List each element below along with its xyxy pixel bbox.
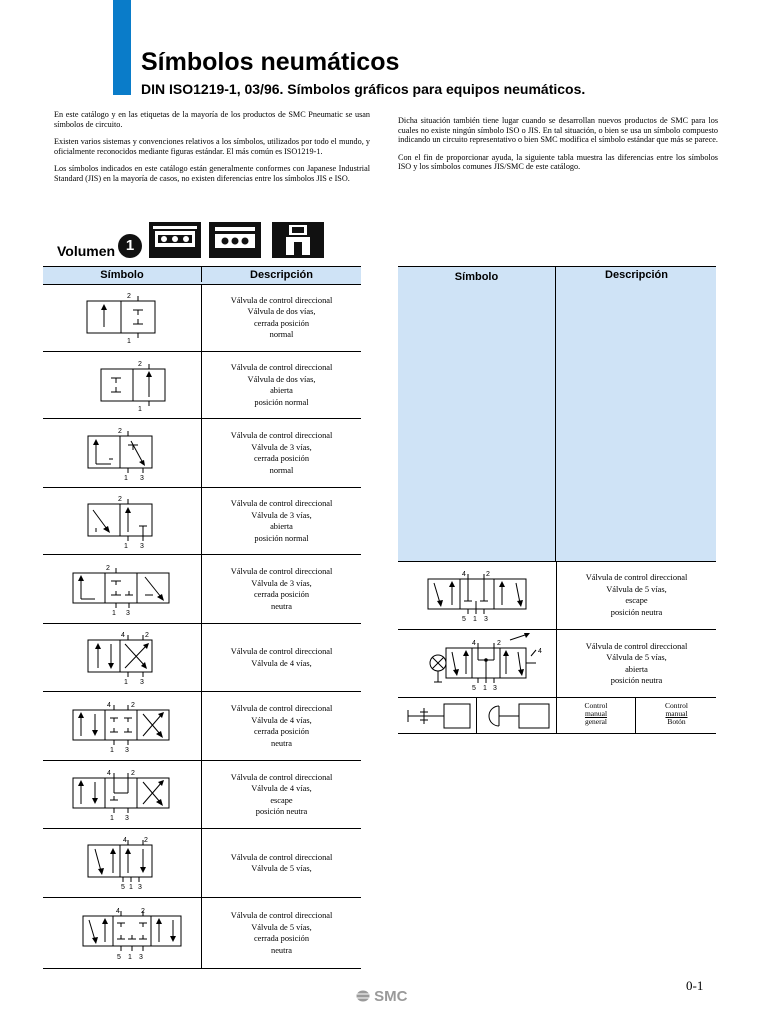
valve-4-way-exhaust-neutral-symbol (43, 761, 202, 828)
left-header-symbol: Símbolo (43, 267, 202, 282)
row-description: Válvula de control direccional Válvula de 3 vías, cerrada posición neutra (230, 567, 333, 611)
valve-2-way-open-symbol (43, 352, 202, 418)
valve-5-way-symbol (43, 829, 202, 897)
svg-text:2: 2 (106, 565, 110, 572)
svg-text:4: 4 (116, 908, 120, 915)
svg-text:2: 2 (145, 632, 149, 639)
right-intro-text (398, 116, 718, 180)
svg-text:4: 4 (472, 640, 476, 647)
svg-text:4: 4 (107, 702, 111, 709)
cylinder-icon (272, 222, 324, 258)
table-row (43, 352, 361, 419)
svg-text:4: 4 (538, 648, 542, 655)
table-row (43, 284, 361, 352)
svg-text:2: 2 (138, 361, 142, 368)
right-symbol-table (398, 266, 716, 734)
page-subtitle: DIN ISO1219-1, 03/96. Símbolos gráficos para equipos neumáticos. (141, 81, 586, 97)
left-symbol-table (43, 266, 361, 968)
row-description: Válvula de control direccional Válvula de dos vías, cerrada posición normal (230, 295, 333, 339)
page-number: 0-1 (686, 978, 704, 993)
svg-text:3: 3 (140, 679, 144, 686)
svg-text:2: 2 (144, 837, 148, 844)
table-row (43, 555, 361, 624)
page-title: Símbolos neumáticos (141, 48, 400, 76)
valve-3-way-open-symbol (43, 488, 202, 554)
intro-paragraph-2: Existen varios sistemas y convenciones relativos a los símbolos, utilizados por todo el mundo, y oficialmente reconocidos mediante figuras estándar. El más común es ISO1219-1. (54, 137, 370, 156)
svg-text:2: 2 (118, 496, 122, 503)
right-table-header (398, 266, 716, 562)
table-row (398, 561, 716, 630)
table-row (398, 698, 716, 734)
svg-text:5: 5 (117, 954, 121, 961)
valve-5-way-closed-neutral-symbol (43, 898, 202, 968)
valve-4-way-closed-neutral-symbol (43, 692, 202, 760)
svg-text:4: 4 (462, 571, 466, 578)
svg-text:1: 1 (473, 616, 477, 623)
svg-text:1: 1 (138, 406, 142, 413)
row-description: Válvula de control direccional Válvula de 5 vías, (230, 852, 333, 873)
svg-text:2: 2 (127, 293, 131, 300)
svg-text:5: 5 (472, 685, 476, 692)
row-description: Válvula de control direccional Válvula de dos vías, abierta posición normal (230, 363, 333, 407)
svg-text:2: 2 (497, 640, 501, 647)
svg-text:3: 3 (138, 884, 142, 891)
left-header-description: Descripción (250, 269, 313, 281)
svg-text:1: 1 (124, 543, 128, 550)
svg-text:5: 5 (121, 884, 125, 891)
valve-5-way-open-neutral-symbol (398, 630, 557, 697)
svg-text:2: 2 (141, 908, 145, 915)
svg-text:3: 3 (140, 543, 144, 550)
volume-label: Volumen (57, 243, 116, 259)
svg-text:3: 3 (139, 954, 143, 961)
svg-text:1: 1 (128, 954, 132, 961)
valve-5-way-exhaust-neutral-symbol (398, 561, 557, 629)
valve-manifold-icon (149, 222, 201, 258)
table-row (43, 488, 361, 555)
manual-control-general-symbol (398, 698, 477, 733)
svg-text:2: 2 (118, 428, 122, 435)
table-row (43, 692, 361, 761)
svg-text:4: 4 (123, 837, 127, 844)
row-description: Válvula de control direccional Válvula de 5 vías, escape posición neutra (585, 573, 688, 617)
svg-text:1: 1 (129, 884, 133, 891)
row-description: Válvula de control direccional Válvula de 4 vías, escape posición neutra (230, 772, 333, 816)
left-table-header (43, 266, 361, 285)
table-row (43, 419, 361, 488)
svg-text:1: 1 (483, 685, 487, 692)
svg-text:1: 1 (110, 815, 114, 822)
manual-control-button-label: Control manual Botón (665, 701, 688, 726)
smc-logo-text: SMC (374, 988, 408, 1005)
svg-text:1: 1 (112, 610, 116, 617)
svg-text:5: 5 (462, 616, 466, 623)
svg-text:2: 2 (486, 571, 490, 578)
svg-text:3: 3 (126, 610, 130, 617)
table-row (398, 630, 716, 698)
row-description: Válvula de control direccional Válvula de 3 vías, abierta posición normal (230, 499, 333, 543)
row-description: Válvula de control direccional Válvula de 4 vías, (230, 647, 333, 668)
intro-paragraph-3: Los símbolos indicados en este catálogo están generalmente conformes con Japanese Industrial Standard (JIS) en la mayoría de casos, no existen diferencias entre los símbolos JIS e ISO. (54, 164, 370, 183)
intro-text (54, 110, 370, 192)
svg-text:2: 2 (131, 770, 135, 777)
svg-text:1: 1 (124, 679, 128, 686)
manual-control-general-label: Control manual general (557, 698, 636, 733)
accent-bar (113, 0, 131, 95)
svg-text:1: 1 (124, 475, 128, 482)
table-row (43, 898, 361, 969)
svg-text:3: 3 (484, 616, 488, 623)
row-description: Válvula de control direccional Válvula de 5 vías, abierta posición neutra (585, 641, 688, 685)
right-paragraph-2: Con el fin de proporcionar ayuda, la siguiente tabla muestra las diferencias entre los símbolos ISO y los símbolos comunes JIS/SMC de este catálogo. (398, 152, 718, 172)
smc-logo (356, 988, 408, 1005)
valve-base-icon (209, 222, 261, 258)
svg-text:3: 3 (140, 475, 144, 482)
table-row (43, 761, 361, 829)
valve-4-way-symbol (43, 624, 202, 691)
manual-control-button-symbol (477, 698, 557, 733)
svg-text:4: 4 (107, 770, 111, 777)
valve-3-way-closed-neutral-symbol (43, 555, 202, 623)
table-row (43, 624, 361, 692)
svg-text:2: 2 (131, 702, 135, 709)
svg-text:4: 4 (121, 632, 125, 639)
row-description: Válvula de control direccional Válvula de 4 vías, cerrada posición neutra (230, 704, 333, 748)
smc-logo-icon (356, 990, 370, 1002)
right-paragraph-1: Dicha situación también tiene lugar cuando se desarrollan nuevos productos de SMC para los cuales no existe ningún símbolo ISO o JIS. En tal situación, o bien se usa un símbolo compuesto indicando un circuito representativo o bien SMC modifica el símbolo estándar que más se parece. (398, 116, 718, 145)
table-row (43, 829, 361, 898)
row-description: Válvula de control direccional Válvula de 5 vías, cerrada posición neutra (230, 911, 333, 955)
right-header-symbol: Símbolo (398, 267, 556, 561)
svg-text:3: 3 (493, 685, 497, 692)
valve-3-way-closed-symbol (43, 419, 202, 487)
svg-text:1: 1 (110, 747, 114, 754)
valve-2-way-closed-symbol (43, 284, 202, 351)
intro-paragraph-1: En este catálogo y en las etiquetas de la mayoría de los productos de SMC Pneumatic se usan símbolos de circuito. (54, 110, 370, 129)
svg-text:1: 1 (127, 338, 131, 345)
right-header-description: Descripción (605, 269, 668, 281)
svg-text:3: 3 (125, 815, 129, 822)
volume-number-badge: 1 (118, 234, 142, 258)
svg-text:3: 3 (125, 747, 129, 754)
row-description: Válvula de control direccional Válvula de 3 vías, cerrada posición normal (230, 431, 333, 475)
